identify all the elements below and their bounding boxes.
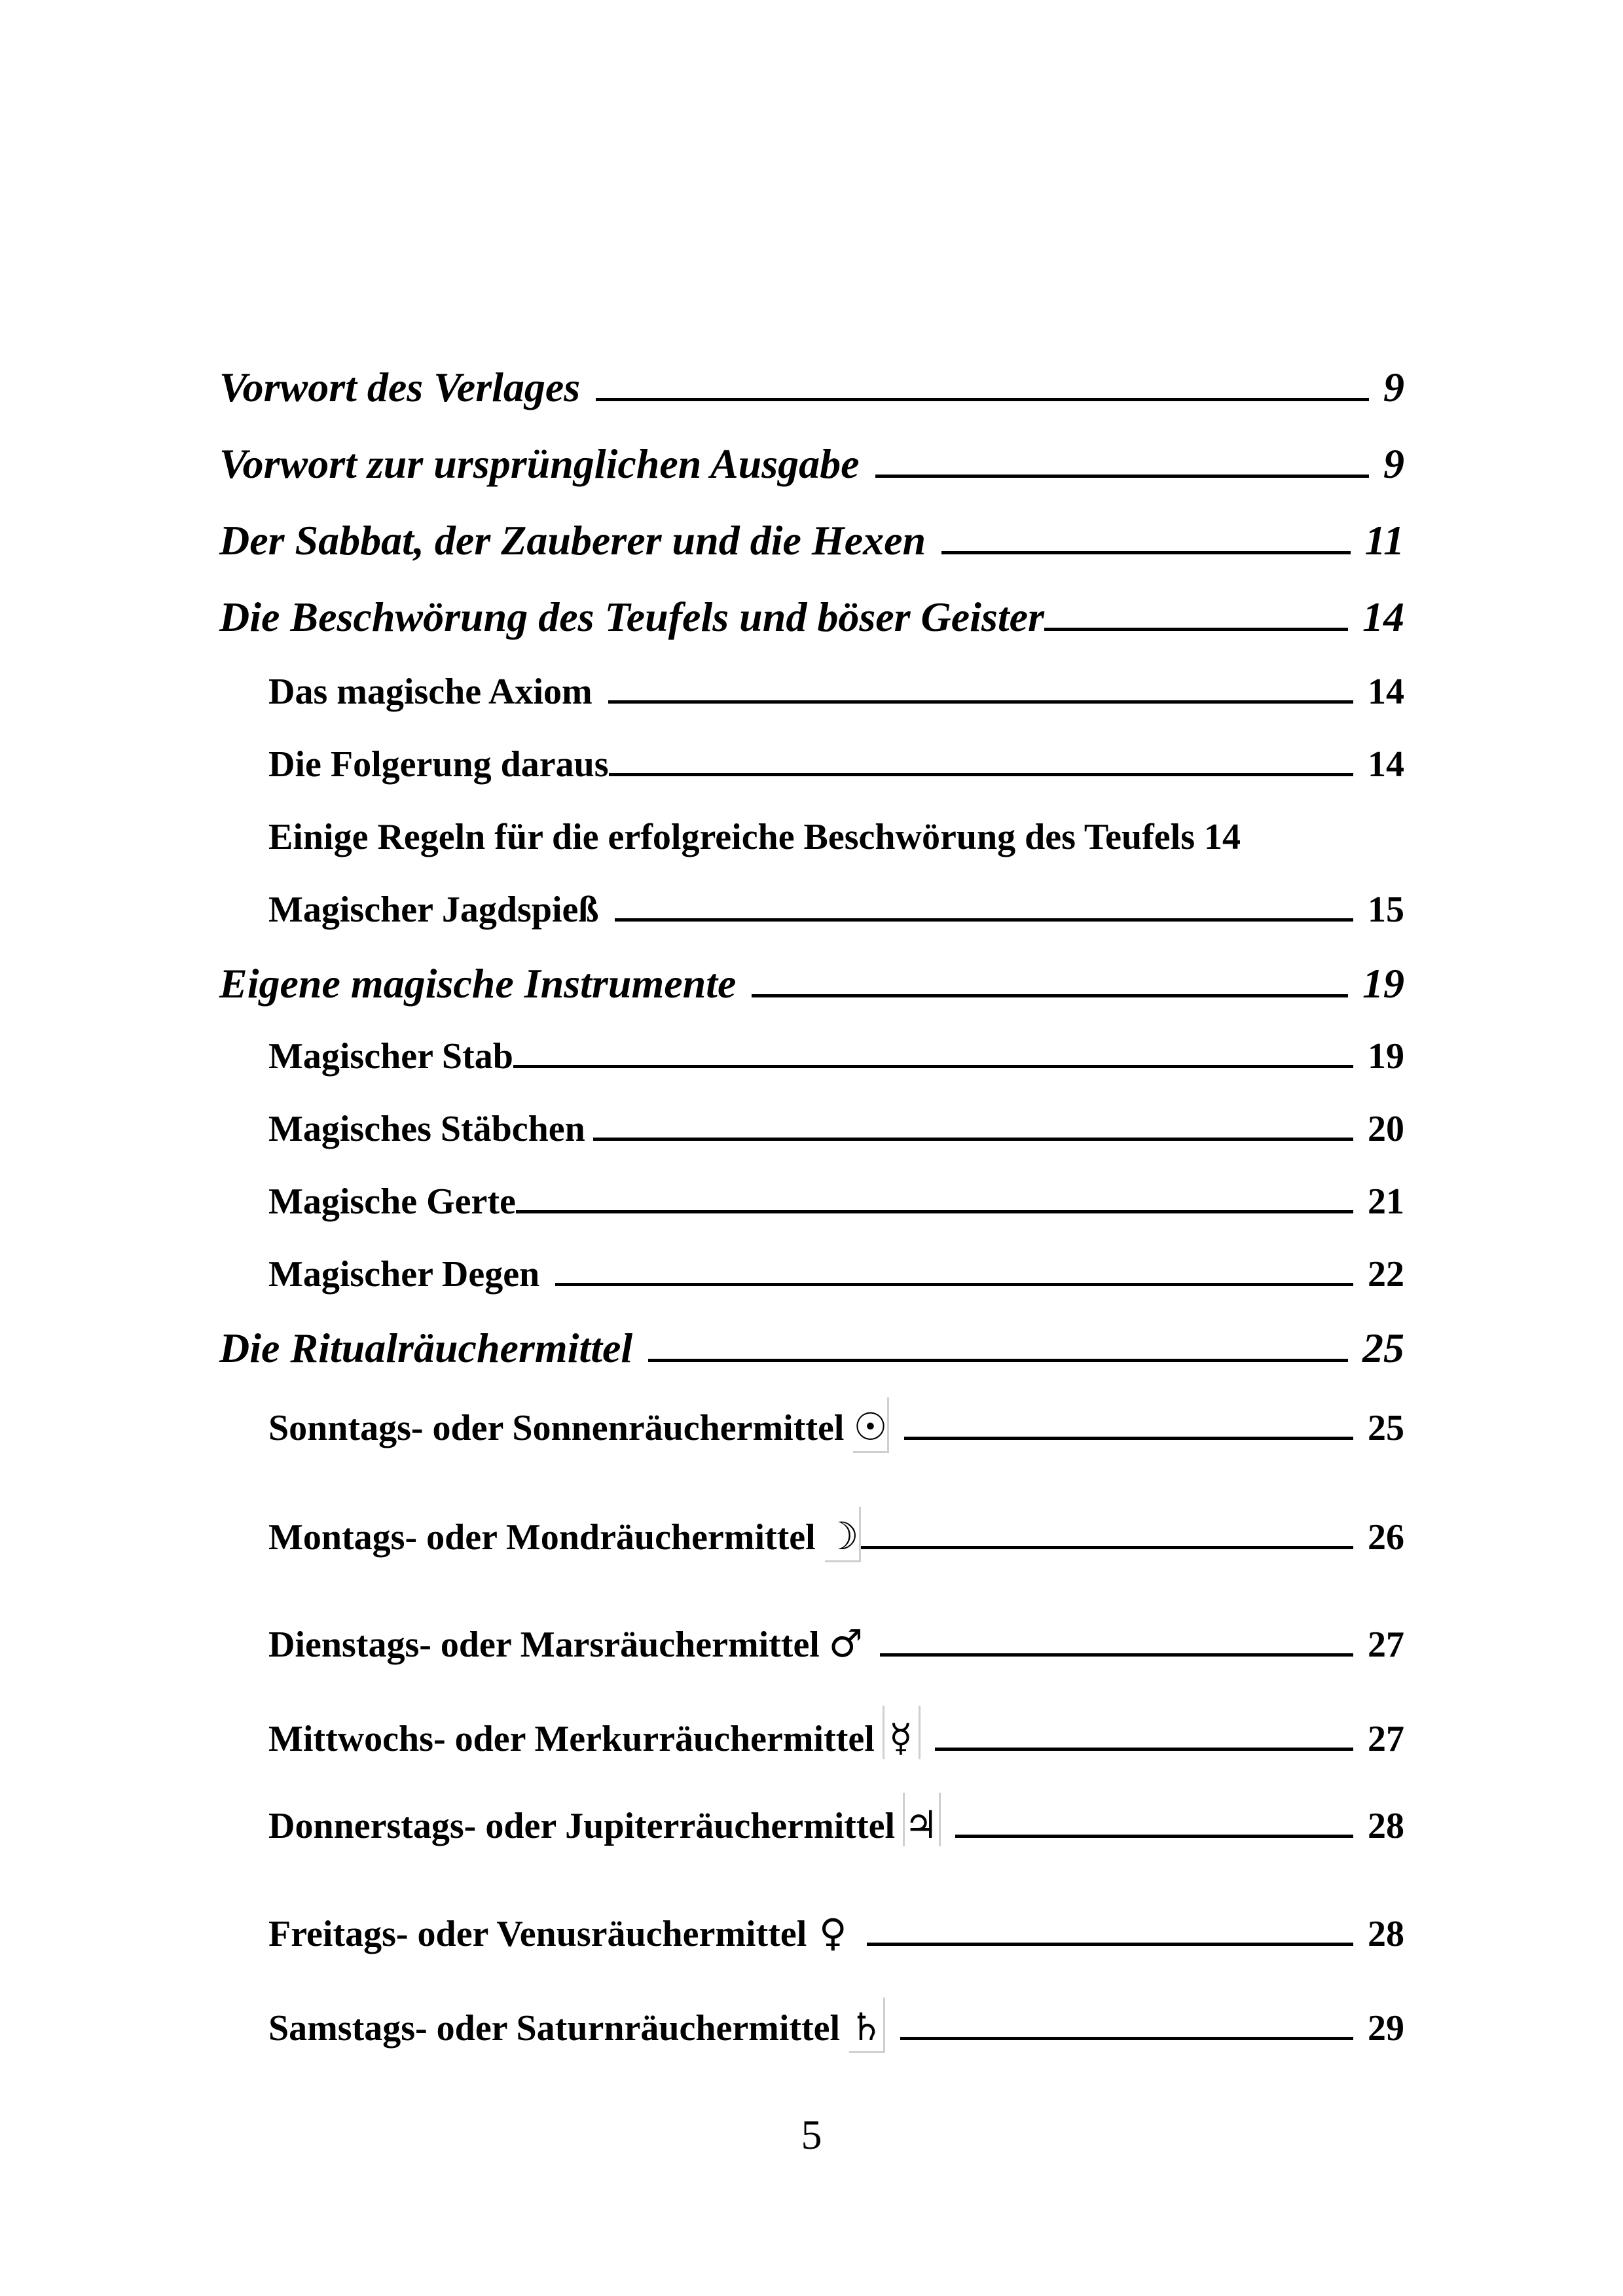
toc-leader-line xyxy=(648,1359,1348,1362)
toc-entry-regeln[interactable] xyxy=(268,816,1404,858)
toc-entry-title: Einige Regeln für die erfolgreiche Beschwörung des Teufels xyxy=(268,817,1195,857)
toc-entry-title: Die Beschwörung des Teufels und böser Geister xyxy=(219,594,1044,640)
toc-entry-instrumente[interactable] xyxy=(219,960,1404,1008)
toc-leader-line xyxy=(752,994,1348,997)
toc-entry-title: Samstags- oder Saturnräuchermittel xyxy=(268,2008,841,2049)
toc-entry-folgerung[interactable] xyxy=(268,744,1404,785)
toc-entry-freitags[interactable] xyxy=(268,1910,1404,1960)
toc-entry-sabbat[interactable] xyxy=(219,516,1404,565)
toc-entry-staebchen[interactable] xyxy=(268,1108,1404,1150)
toc-entry-raeuchermittel[interactable] xyxy=(219,1324,1404,1372)
toc-leader-line xyxy=(609,773,1353,776)
toc-entry-title: Eigene magische Instrumente xyxy=(219,960,737,1007)
toc-entry-samstags[interactable] xyxy=(268,2004,1404,2054)
toc-entry-vorwort-ausgabe[interactable] xyxy=(219,440,1404,488)
toc-entry-mittwochs[interactable] xyxy=(268,1715,1404,1765)
toc-entry-jagdspiess[interactable] xyxy=(268,889,1404,931)
toc-entry-page: 19 xyxy=(1362,960,1404,1007)
toc-entry-title: Magische Gerte xyxy=(268,1181,516,1222)
toc-entry-page: 9 xyxy=(1383,364,1404,410)
toc-leader-line xyxy=(516,1210,1353,1213)
toc-entry-title: Vorwort zur ursprünglichen Ausgabe xyxy=(219,440,860,487)
toc-entry-page: 14 xyxy=(1362,594,1404,640)
toc-leader-line xyxy=(880,1653,1353,1657)
toc-leader-line xyxy=(941,551,1350,554)
toc-entry-title: Die Folgerung daraus xyxy=(268,744,609,785)
toc-entry-page: 14 xyxy=(1203,817,1241,857)
moon-symbol-icon: ☽ xyxy=(824,1513,860,1563)
toc-leader-line xyxy=(615,918,1353,922)
toc-leader-line xyxy=(904,1437,1353,1440)
toc-entry-montags[interactable] xyxy=(268,1513,1404,1563)
toc-entry-page: 28 xyxy=(1368,1806,1404,1846)
toc-entry-page: 29 xyxy=(1368,2008,1404,2049)
toc-entry-sonntags[interactable] xyxy=(268,1404,1404,1454)
toc-leader-line xyxy=(596,398,1369,401)
toc-leader-line xyxy=(593,1138,1353,1141)
toc-entry-title: Magischer Degen xyxy=(268,1254,540,1295)
toc-entry-title: Die Ritualräuchermittel xyxy=(219,1325,633,1371)
toc-entry-magischer-stab[interactable] xyxy=(268,1035,1404,1077)
toc-entry-title: Dienstags- oder Marsräuchermittel xyxy=(268,1624,820,1665)
toc-entry-title: Freitags- oder Venusräuchermittel xyxy=(268,1914,807,1954)
toc-leader-line xyxy=(513,1065,1353,1068)
toc-leader-line xyxy=(608,700,1353,704)
toc-leader-line xyxy=(867,1943,1353,1946)
toc-entry-title: Magisches Stäbchen xyxy=(268,1109,585,1149)
page-number: 5 xyxy=(801,2111,822,2158)
toc-entry-page: 22 xyxy=(1368,1254,1404,1295)
toc-leader-line xyxy=(555,1283,1353,1286)
toc-entry-title: Vorwort des Verlages xyxy=(219,364,581,410)
toc-entry-title: Donnerstags- oder Jupiterräuchermittel xyxy=(268,1806,896,1846)
toc-entry-page: 27 xyxy=(1368,1624,1404,1665)
toc-entry-title: Sonntags- oder Sonnenräuchermittel xyxy=(268,1408,845,1448)
toc-entry-title: Montags- oder Mondräuchermittel xyxy=(268,1517,816,1558)
mars-symbol-icon: ♂ xyxy=(828,1621,863,1666)
toc-leader-line xyxy=(1044,628,1348,631)
toc-entry-page: 11 xyxy=(1364,517,1404,564)
sun-symbol-icon: ☉ xyxy=(852,1404,888,1454)
toc-leader-line xyxy=(935,1748,1353,1751)
toc-entry-gerte[interactable] xyxy=(268,1181,1404,1223)
toc-entry-page: 19 xyxy=(1368,1036,1404,1077)
toc-entry-beschwoerung[interactable] xyxy=(219,593,1404,641)
mercury-symbol-icon: ☿ xyxy=(883,1715,919,1765)
jupiter-symbol-icon: ♃ xyxy=(903,1802,939,1852)
toc-entry-donnerstags[interactable] xyxy=(268,1802,1404,1852)
toc-entry-page: 15 xyxy=(1368,889,1404,930)
toc-entry-title: Der Sabbat, der Zauberer und die Hexen xyxy=(219,517,926,564)
toc-entry-title: Das magische Axiom xyxy=(268,672,593,712)
toc-entry-page: 20 xyxy=(1368,1109,1404,1149)
toc-leader-line xyxy=(860,1546,1353,1549)
toc-entry-title: Mittwochs- oder Merkurräuchermittel xyxy=(268,1719,875,1759)
toc-entry-page: 25 xyxy=(1362,1325,1404,1371)
toc-entry-dienstags[interactable] xyxy=(268,1621,1404,1670)
toc-entry-page: 14 xyxy=(1368,672,1404,712)
toc-entry-page: 14 xyxy=(1368,744,1404,785)
toc-entry-vorwort-verlages[interactable] xyxy=(219,363,1404,412)
toc-entry-page: 25 xyxy=(1368,1408,1404,1448)
toc-entry-page: 26 xyxy=(1368,1517,1404,1558)
toc-entry-magische-axiom[interactable] xyxy=(268,671,1404,713)
venus-symbol-icon: ♀ xyxy=(819,1910,847,1955)
toc-entry-page: 21 xyxy=(1368,1181,1404,1222)
toc-entry-page: 9 xyxy=(1383,440,1404,487)
toc-leader-line xyxy=(955,1835,1353,1838)
saturn-symbol-icon: ♄ xyxy=(848,2004,884,2054)
toc-entry-page: 28 xyxy=(1368,1914,1404,1954)
toc-leader-line xyxy=(900,2037,1353,2040)
toc-leader-line xyxy=(875,475,1369,478)
toc-entry-page: 27 xyxy=(1368,1719,1404,1759)
toc-entry-degen[interactable] xyxy=(268,1253,1404,1295)
toc-entry-title: Magischer Jagdspieß xyxy=(268,889,599,930)
toc-entry-title: Magischer Stab xyxy=(268,1036,513,1077)
